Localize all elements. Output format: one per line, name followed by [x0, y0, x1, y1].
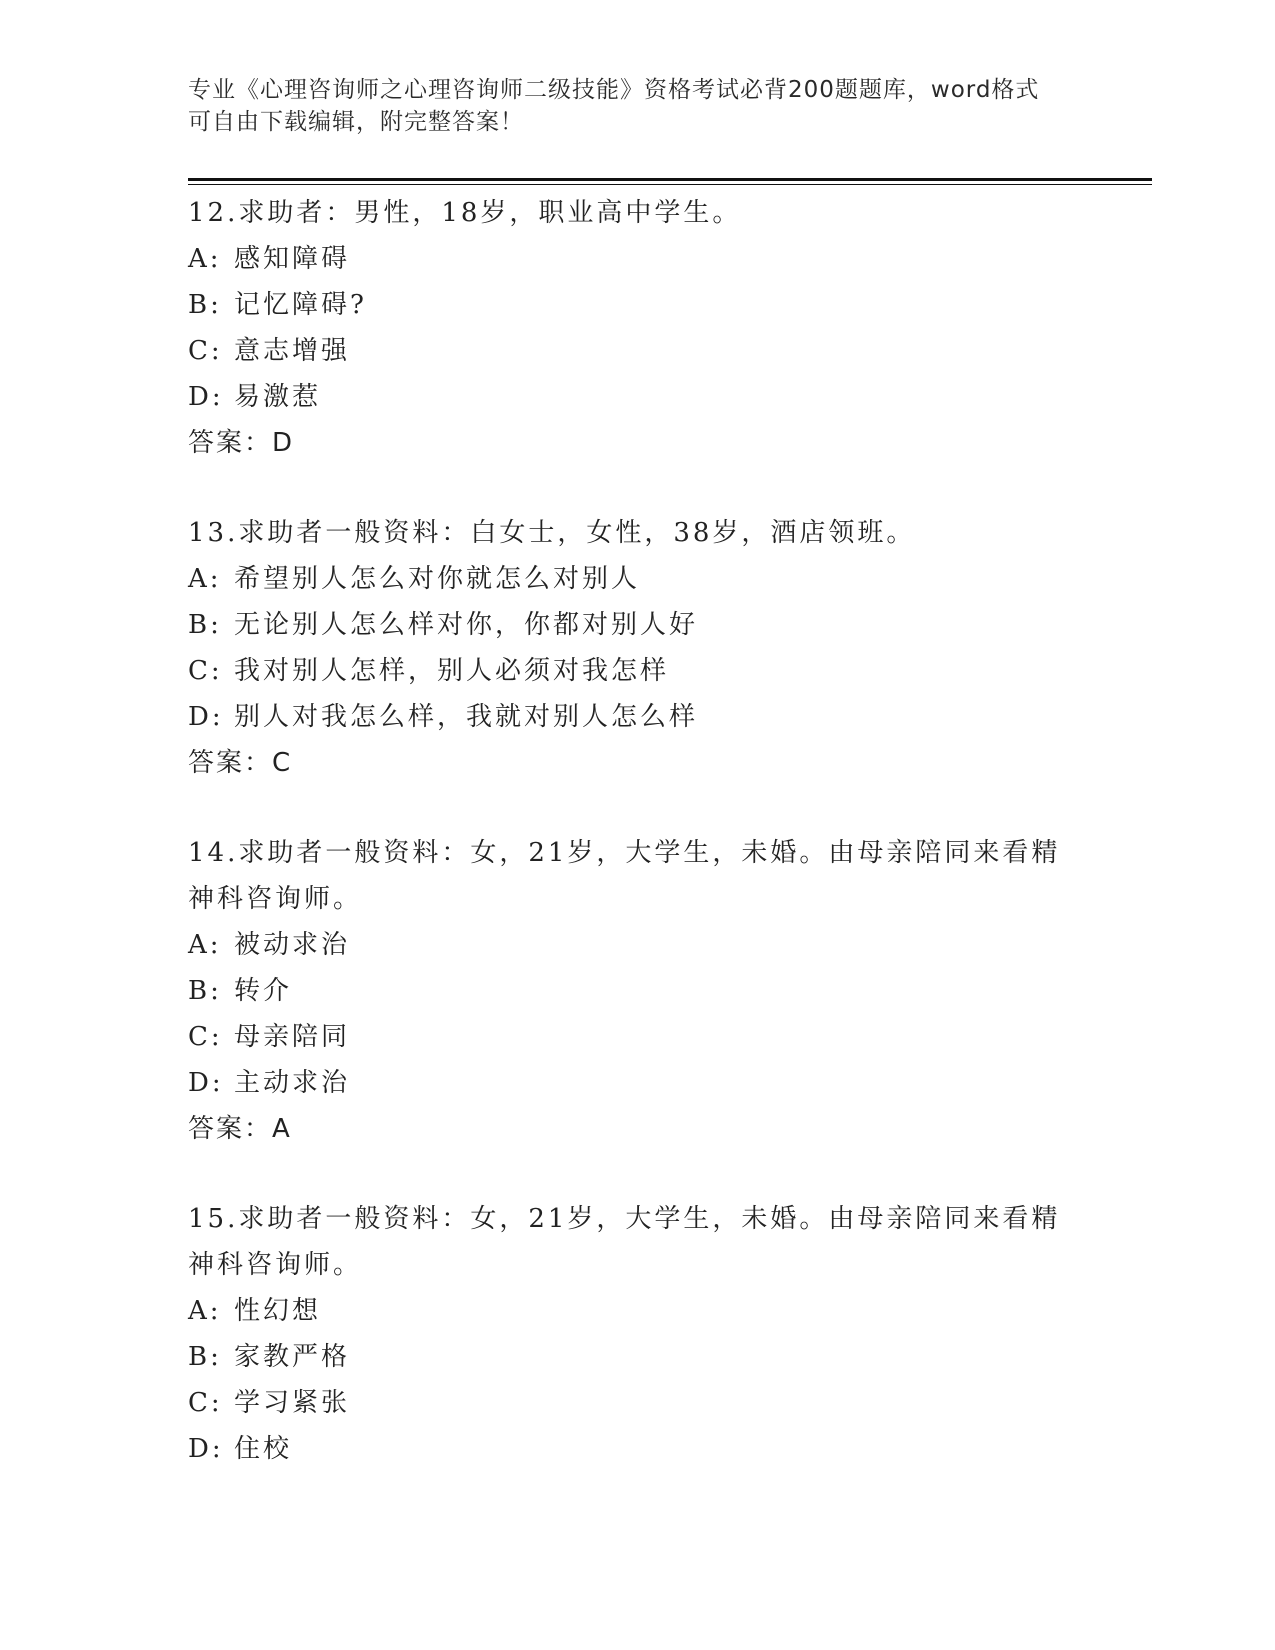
option-a [188, 236, 1088, 282]
question-stem: 15.求助者一般资料：女，21岁，大学生，未婚。由母亲陪同来看精神科咨询师。 [188, 1204, 1061, 1280]
option-key: D: [188, 702, 224, 732]
option-key: C: [188, 1388, 223, 1418]
option-a [188, 1288, 1088, 1334]
option-text: 感知障碍 [234, 244, 351, 274]
header-rule-thin [188, 184, 1152, 185]
option-text: 意志增强 [234, 336, 351, 366]
option-text: 主动求治 [234, 1068, 351, 1098]
option-c [188, 648, 1088, 694]
header-rule-thick [188, 178, 1152, 181]
question-stem: 14.求助者一般资料：女，21岁，大学生，未婚。由母亲陪同来看精神科咨询师。 [188, 838, 1061, 914]
document-header [188, 74, 1068, 138]
option-text: 学习紧张 [234, 1388, 351, 1418]
option-key: A: [188, 244, 222, 274]
answer-line: 答案：A [188, 1114, 292, 1144]
option-text: 记忆障碍? [234, 290, 367, 320]
question-list [188, 190, 1088, 1516]
option-text: 希望别人怎么对你就怎么对别人 [234, 564, 641, 594]
option-text: 母亲陪同 [234, 1022, 351, 1052]
option-key: D: [188, 1068, 224, 1098]
option-key: B: [188, 1342, 222, 1372]
question-12 [188, 190, 1088, 466]
option-key: B: [188, 290, 222, 320]
option-text: 无论别人怎么样对你，你都对别人好 [234, 610, 699, 640]
option-text: 我对别人怎样，别人必须对我怎样 [234, 656, 670, 686]
option-d [188, 694, 1088, 740]
option-key: B: [188, 976, 222, 1006]
question-15 [188, 1196, 1088, 1472]
header-line-1: 专业《心理咨询师之心理咨询师二级技能》资格考试必背200题题库，word格式 [188, 77, 1040, 103]
option-d [188, 1426, 1088, 1472]
option-text: 易激惹 [234, 382, 322, 412]
option-key: A: [188, 1296, 222, 1326]
option-text: 被动求治 [234, 930, 351, 960]
option-a [188, 922, 1088, 968]
answer-line: 答案：D [188, 428, 295, 458]
option-key: D: [188, 382, 224, 412]
option-key: A: [188, 564, 222, 594]
option-a [188, 556, 1088, 602]
option-text: 家教严格 [234, 1342, 351, 1372]
option-c [188, 328, 1088, 374]
option-key: C: [188, 336, 223, 366]
option-b [188, 602, 1088, 648]
option-key: C: [188, 656, 223, 686]
option-text: 性幻想 [234, 1296, 322, 1326]
question-stem: 13.求助者一般资料：白女士，女性，38岁，酒店领班。 [188, 518, 916, 548]
option-text: 别人对我怎么样，我就对别人怎么样 [234, 702, 699, 732]
answer-line: 答案：C [188, 748, 293, 778]
option-c [188, 1380, 1088, 1426]
option-b [188, 282, 1088, 328]
option-c [188, 1014, 1088, 1060]
option-d [188, 1060, 1088, 1106]
option-text: 住校 [234, 1434, 293, 1464]
option-key: C: [188, 1022, 223, 1052]
header-line-2: 可自由下载编辑，附完整答案！ [188, 109, 524, 135]
option-text: 转介 [234, 976, 293, 1006]
option-b [188, 968, 1088, 1014]
option-d [188, 374, 1088, 420]
option-key: D: [188, 1434, 224, 1464]
option-key: B: [188, 610, 222, 640]
option-b [188, 1334, 1088, 1380]
question-14 [188, 830, 1088, 1152]
question-stem: 12.求助者：男性，18岁，职业高中学生。 [188, 198, 742, 228]
option-key: A: [188, 930, 222, 960]
question-13 [188, 510, 1088, 786]
